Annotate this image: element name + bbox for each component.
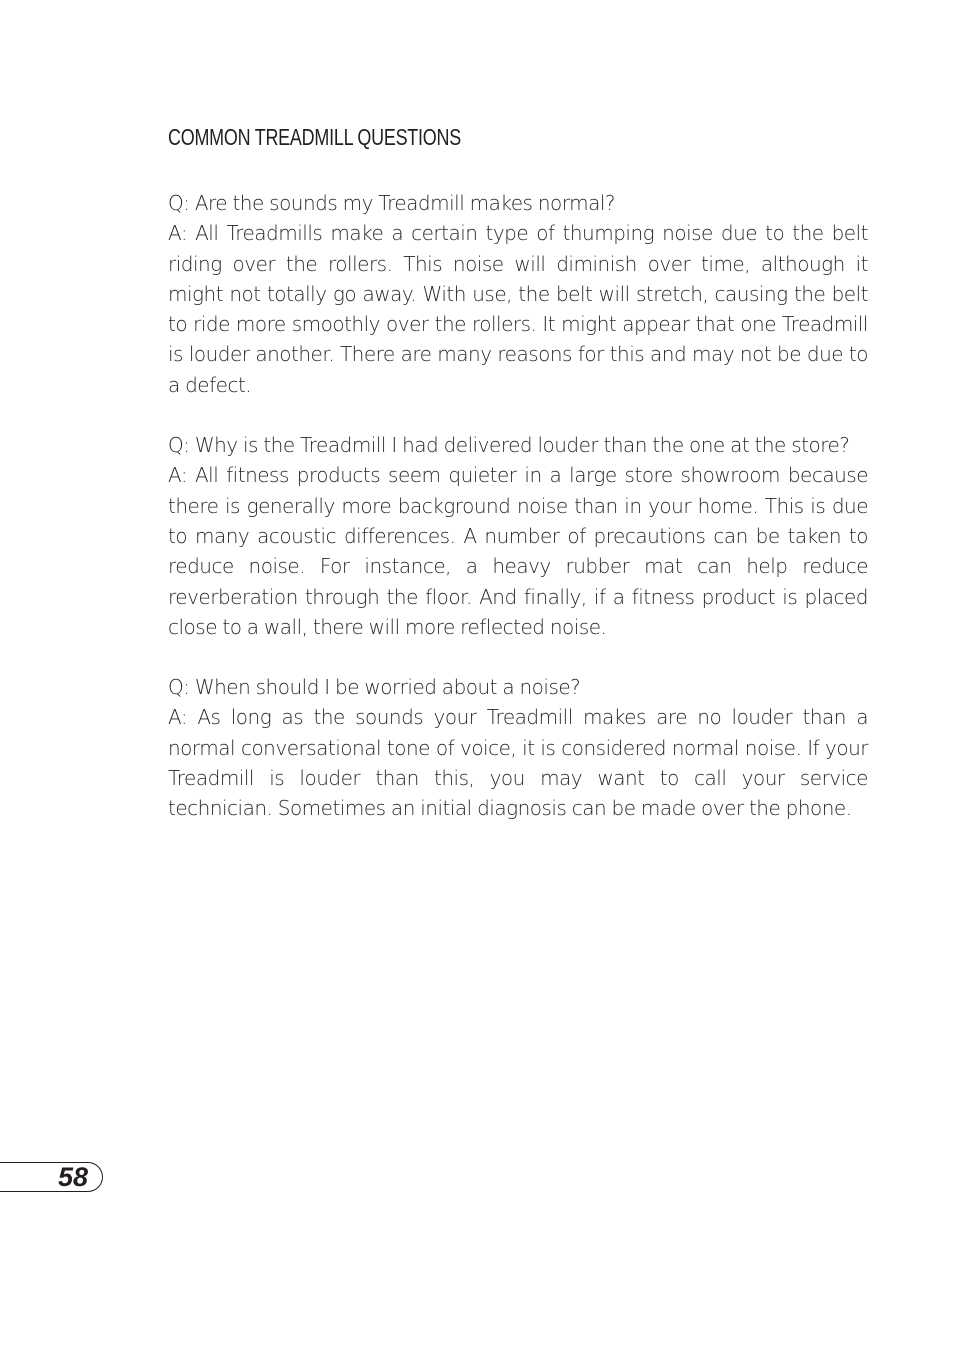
faq-answer: A: All Treadmills make a certain type of thumping noise due to the belt riding over the rollers. This noise will diminish over time, although it might not totally go away. With use, the belt will stretch, causing the belt to ride more smoothly over the rollers. It might appear that one Treadmill is louder another. There are many reasons for this and may not be due to a defect.	[168, 221, 868, 397]
faq-question: Q: Why is the Treadmill I had delivered louder than the one at the store?	[168, 433, 850, 458]
page-heading: COMMON TREADMILL QUESTIONS	[168, 124, 461, 150]
faq-item-2	[168, 430, 868, 642]
faq-item-1	[168, 188, 868, 400]
faq-section	[168, 188, 868, 854]
faq-item-3	[168, 672, 868, 823]
page-number: 58	[57, 1162, 88, 1192]
faq-answer: A: As long as the sounds your Treadmill makes are no louder than a normal conversational tone of voice, it is considered normal noise. If your Treadmill is louder than this, you may want to call your service technician. Sometimes an initial diagnosis can be made over the phone.	[168, 705, 868, 821]
faq-answer: A: All fitness products seem quieter in a large store showroom because there is generally more background noise than in your home. This is due to many acoustic differences. A number of precautions can be taken to reduce noise. For instance, a heavy rubber mat can help reduce reverberation through the floor. And finally, if a fitness product is placed close to a wall, there will more reflected noise.	[168, 463, 868, 639]
faq-question: Q: Are the sounds my Treadmill makes normal?	[168, 191, 616, 215]
faq-question: Q: When should I be worried about a noise?	[168, 675, 581, 700]
page-number-tab	[0, 1162, 103, 1192]
